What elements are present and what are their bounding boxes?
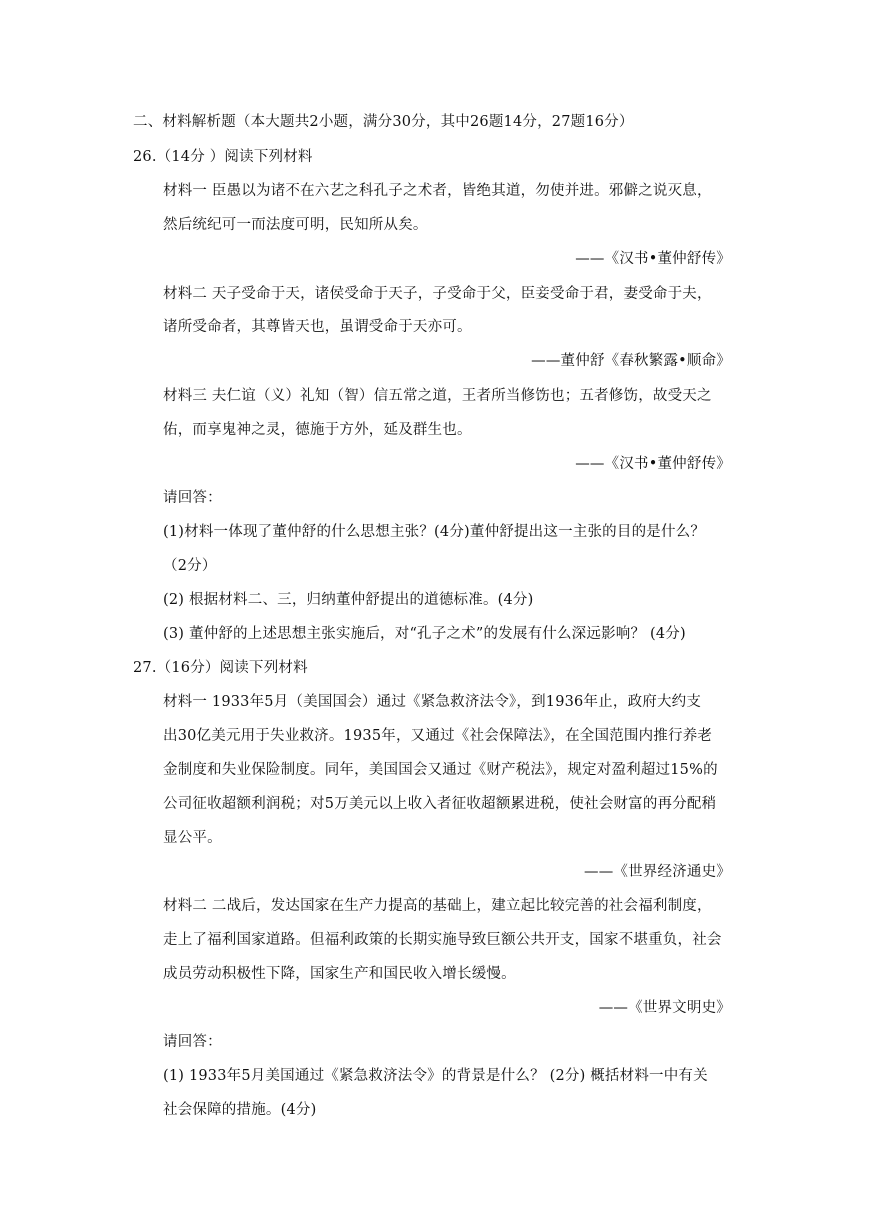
q26-material3-line2: 佑，而享鬼神之灵，德施于方外，延及群生也。 xyxy=(163,422,472,438)
q27-header: 27.（16分）阅读下列材料 xyxy=(133,660,308,676)
q27-prompt: 请回答： xyxy=(163,1034,222,1050)
q26-material3-source: ——《汉书•董仲舒传》 xyxy=(575,456,731,472)
section-title: 二、材料解析题（本大题共2小题，满分30分，其中26题14分，27题16分） xyxy=(133,114,634,130)
q27-material1-line2: 出30亿美元用于失业救济。1935年，又通过《社会保障法》，在全国范围内推行养老 xyxy=(163,728,713,744)
q26-question1-line2: （2分） xyxy=(163,558,217,574)
q26-question3: (3) 董仲舒的上述思想主张实施后，对“孔子之术”的发展有什么深远影响？ (4分) xyxy=(163,626,686,642)
q27-material2-line2: 走上了福利国家道路。但福利政策的长期实施导致巨额公共开支，国家不堪重负，社会 xyxy=(163,932,722,948)
q27-material1-line1: 材料一 1933年5月（美国国会）通过《紧急救济法令》，到1936年止，政府大约支 xyxy=(163,694,702,710)
q27-question1-line2: 社会保障的措施。(4分) xyxy=(163,1102,317,1118)
q26-material2-source: ——董仲舒《春秋繁露•顺命》 xyxy=(531,353,731,369)
q26-material2-line2: 诸所受命者，其尊皆天也，虽谓受命于天亦可。 xyxy=(163,319,472,335)
q26-material1-line1: 材料一 臣愚以为诸不在六艺之科孔子之术者，皆绝其道，勿使并进。邪僻之说灭息， xyxy=(163,183,712,199)
q27-material2-line3: 成员劳动积极性下降，国家生产和国民收入增长缓慢。 xyxy=(163,966,516,982)
q26-question1-line1: (1)材料一体现了董仲舒的什么思想主张？(4分)董仲舒提出这一主张的目的是什么？ xyxy=(163,524,706,540)
q26-material3-line1: 材料三 夫仁谊（义）礼知（智）信五常之道，王者所当修饬也；五者修饬，故受天之 xyxy=(163,388,712,404)
q27-material1-source: ——《世界经济通史》 xyxy=(584,864,731,880)
q26-question2: (2) 根据材料二、三，归纳董仲舒提出的道德标准。(4分) xyxy=(163,592,534,608)
q27-material1-line5: 显公平。 xyxy=(163,830,222,846)
q26-header: 26.（14分 ）阅读下列材料 xyxy=(133,149,313,165)
q27-material1-line4: 公司征收超额利润税；对5万美元以上收入者征收超额累进税，使社会财富的再分配稍 xyxy=(163,796,717,812)
q26-material2-line1: 材料二 天子受命于天，诸侯受命于天子，子受命于父，臣妾受命于君，妻受命于夫， xyxy=(163,286,712,302)
q27-question1-line1: (1) 1933年5月美国通过《紧急救济法令》的背景是什么？ (2分) 概括材料一中有关 xyxy=(163,1068,708,1084)
q26-material1-source: ——《汉书•董仲舒传》 xyxy=(575,251,731,267)
q27-material2-line1: 材料二 二战后，发达国家在生产力提高的基础上，建立起比较完善的社会福利制度， xyxy=(163,898,712,914)
q27-material2-source: ——《世界文明史》 xyxy=(598,1000,731,1016)
q26-prompt: 请回答： xyxy=(163,490,222,506)
q26-material1-line2: 然后统纪可一而法度可明，民知所从矣。 xyxy=(163,217,428,233)
q27-material1-line3: 金制度和失业保险制度。同年，美国国会又通过《财产税法》，规定对盈利超过15%的 xyxy=(163,762,718,778)
